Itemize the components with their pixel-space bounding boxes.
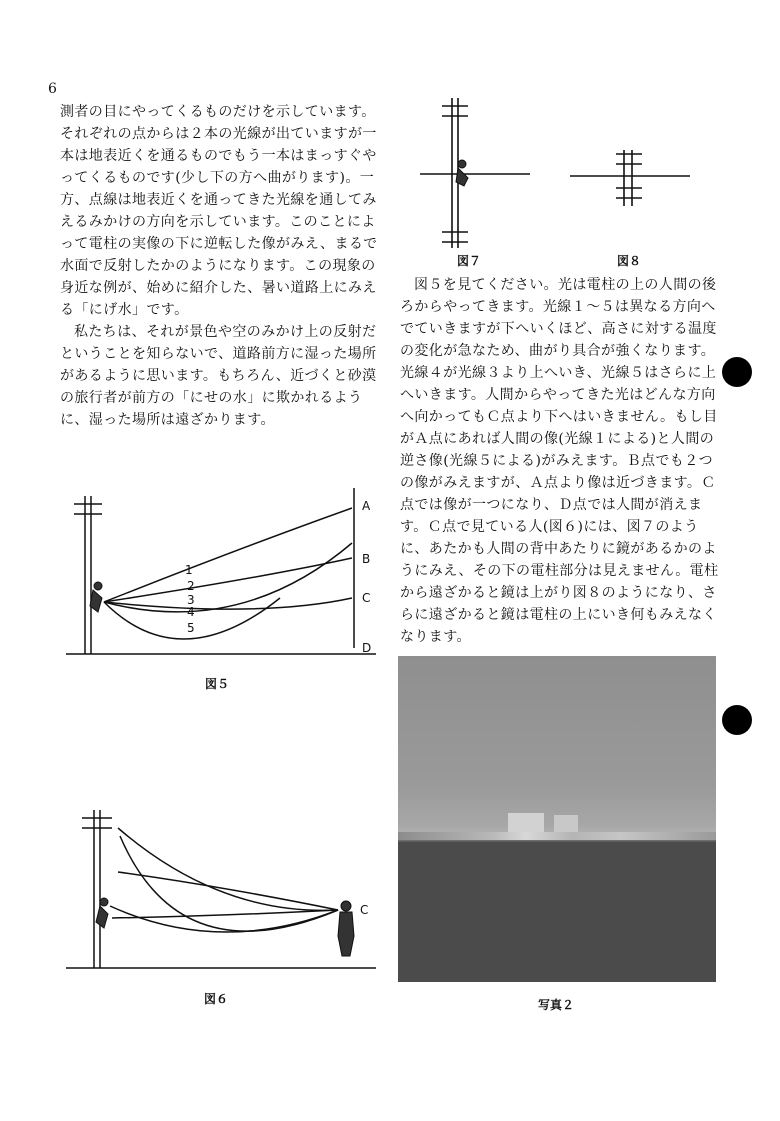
right-paragraph-1: 図５を見てください。光は電柱の上の人間の後ろからやってきます。光線１～５は異なる方向へでていきますが下へいくほど、高さに対する温度の変化が急なため、曲がり具合が強くなります。光線４が光線３より上へいき、光線５はさらに上へいきます。人間からやってきた光はどんな方向へ向かってもＣ点より下へはいきません。もし目がＡ点にあれば人間の像(光線１による)と人間の逆さ像(光線５による)がみえます。Ｂ点でも２つの像がみえますが、Ａ点より像は近づきます。Ｃ点では像が一つになり、Ｄ点では人間が消えます。Ｃ点で見ている人(図６)には、図７のように、あたかも人間の背中あたりに鏡があるかのようにみえ、その下の電柱部分は見えません。電柱から遠ざかると鏡は上がり図８のようになり、さらに遠ざかると鏡は電柱の上にいき何もみえなくなります。 bbox=[400, 277, 719, 645]
page-number: 6 bbox=[48, 81, 57, 97]
fig6-label-c: C bbox=[360, 903, 369, 917]
fig8-caption: 図８ bbox=[617, 254, 642, 268]
left-paragraph-1: 測者の目にやってくるものだけを示しています。それぞれの点からは２本の光線が出ていますが一本は地表近くを通るものでもう一本はまっすぐやってくるものです(少し下の方へ曲がります)。一方、点線は地表近くを通ってきた光線を通してみえるみかけの方向を示しています。このことによって電柱の実像の下に逆転した像がみえ、まるで水面で反射したかのようになります。この現象の身近な例が、始めに紹介した、暑い道路上にみえる「にげ水」です。 bbox=[60, 104, 378, 318]
photo-horizon-strip bbox=[398, 832, 716, 840]
fig6-caption: 図６ bbox=[204, 992, 229, 1006]
fig5-ray-4: 4 bbox=[187, 605, 195, 619]
fig5-ray-5: 5 bbox=[187, 621, 195, 635]
photo-ground bbox=[398, 842, 716, 982]
binding-hole-mark bbox=[722, 357, 752, 387]
fig5-label-a: A bbox=[362, 499, 371, 513]
fig5-ray-3: 3 bbox=[187, 593, 195, 607]
fig5-label-d: D bbox=[362, 641, 372, 655]
figure-7 bbox=[420, 98, 530, 258]
figure-8 bbox=[570, 150, 690, 210]
photo-2-mirage bbox=[398, 656, 716, 982]
fig5-caption: 図５ bbox=[205, 677, 230, 691]
figure-5 bbox=[60, 488, 380, 658]
photo-distant-building bbox=[508, 813, 544, 833]
binding-hole-mark bbox=[722, 705, 752, 735]
fig5-label-c: C bbox=[362, 591, 371, 605]
fig7-caption: 図７ bbox=[457, 254, 482, 268]
fig5-ray-1: 1 bbox=[185, 563, 193, 577]
fig5-ray-2: 2 bbox=[187, 579, 195, 593]
figure-6 bbox=[60, 806, 380, 972]
fig5-label-b: B bbox=[362, 552, 371, 566]
photo2-caption: 写真２ bbox=[538, 998, 575, 1012]
left-paragraph-2: 私たちは、それが景色や空のみかけ上の反射だということを知らないで、道路前方に湿った場所があるように思います。もちろん、近づくと砂漠の旅行者が前方の「にせの水」に欺かれるように、湿った場所は遠ざかります。 bbox=[60, 324, 377, 428]
photo-distant-building bbox=[554, 815, 578, 833]
